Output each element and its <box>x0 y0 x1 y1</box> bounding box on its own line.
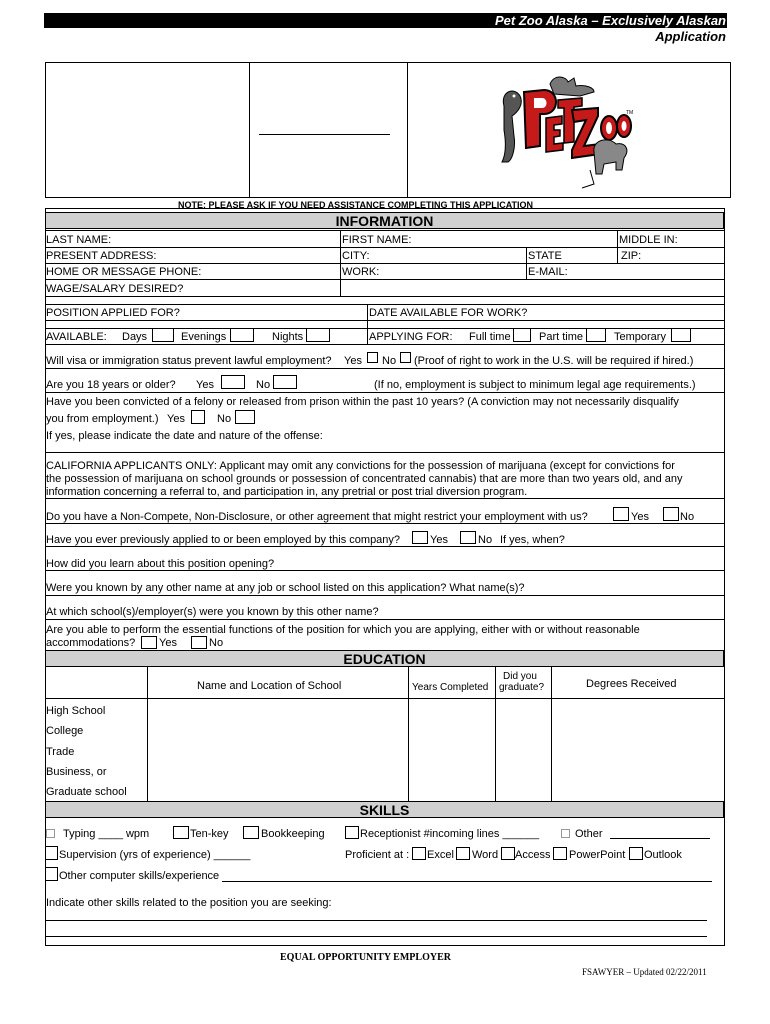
noncompete-no-label: No <box>680 511 695 523</box>
california-note-1: CALIFORNIA APPLICANTS ONLY: Applicant may omit any convictions for the possession of marijuana (except for convictions for <box>46 460 675 472</box>
noncompete-no-checkbox[interactable] <box>663 507 679 521</box>
edu-row-graduate[interactable]: Graduate school <box>46 786 127 798</box>
work-phone-label[interactable]: WORK: <box>342 266 380 278</box>
rule <box>45 698 724 699</box>
previous-employment-question: Have you ever previously applied to or been employed by this company? <box>46 534 401 546</box>
temporary-checkbox[interactable] <box>671 328 691 342</box>
felony-detail-label[interactable]: If yes, please indicate the date and nature of the offense: <box>46 430 323 442</box>
felony-question-2: you from employment.) <box>46 413 159 425</box>
divider <box>367 305 368 345</box>
rule <box>45 328 724 329</box>
prev-yes-label: Yes <box>430 534 448 546</box>
petzoo-logo <box>490 70 635 192</box>
wage-label[interactable]: WAGE/SALARY DESIRED? <box>46 283 184 295</box>
visa-no-checkbox[interactable] <box>400 352 411 363</box>
position-label[interactable]: POSITION APPLIED FOR? <box>46 307 180 319</box>
felony-yes-checkbox[interactable] <box>191 410 205 424</box>
ability-question-1: Are you able to perform the essential functions of the position for which you are applying, either with or without reasonable <box>46 624 640 636</box>
temporary-label: Temporary <box>614 331 666 343</box>
col-graduated-2: graduate? <box>499 682 545 693</box>
full-time-label: Full time <box>469 331 511 343</box>
receptionist-checkbox[interactable] <box>345 826 359 839</box>
learn-question[interactable]: How did you learn about this position opening? <box>46 558 275 570</box>
available-label: AVAILABLE: <box>46 331 107 343</box>
typing-checkbox[interactable] <box>46 829 55 838</box>
indicate-skills-label: Indicate other skills related to the position you are seeking: <box>46 897 332 909</box>
powerpoint-checkbox[interactable] <box>553 847 567 860</box>
noncompete-question: Do you have a Non-Compete, Non-Disclosure, or other agreement that might restrict your employment with us? <box>46 511 588 523</box>
ability-no-checkbox[interactable] <box>191 636 207 649</box>
rule <box>45 230 724 231</box>
present-address-label[interactable]: PRESENT ADDRESS: <box>46 250 157 262</box>
divider <box>495 667 496 801</box>
middle-in-label[interactable]: MIDDLE IN: <box>619 234 678 246</box>
rule <box>45 296 724 297</box>
rule <box>45 595 724 596</box>
bookkeeping-label: Bookkeeping <box>261 828 325 840</box>
rule <box>45 279 724 280</box>
edu-row-trade[interactable]: Trade <box>46 746 75 758</box>
access-checkbox[interactable] <box>501 847 515 860</box>
assistance-note: NOTE: PLEASE ASK IF YOU NEED ASSISTANCE COMPLETING THIS APPLICATION <box>178 200 534 210</box>
other-name-question[interactable]: Were you known by any other name at any job or school listed on this application? What name(s)? <box>46 582 525 594</box>
ability-no-label: No <box>209 637 224 649</box>
divider <box>408 667 409 801</box>
edu-row-college[interactable]: College <box>46 725 84 737</box>
outlook-label: Outlook <box>644 849 682 861</box>
nights-label: Nights <box>272 331 304 343</box>
rule <box>45 320 724 321</box>
age-note: (If no, employment is subject to minimum legal age requirements.) <box>374 379 696 391</box>
supervision-checkbox[interactable] <box>45 846 58 860</box>
noncompete-yes-label: Yes <box>631 511 649 523</box>
days-checkbox[interactable] <box>152 328 174 342</box>
visa-note: (Proof of right to work in the U.S. will be required if hired.) <box>414 355 694 367</box>
age-no-checkbox[interactable] <box>273 375 297 389</box>
date-available-label[interactable]: DATE AVAILABLE FOR WORK? <box>369 307 528 319</box>
information-heading: INFORMATION <box>45 212 724 229</box>
california-note-3: information concerning a referral to, and participation in, any pretrial or post trial diversion program. <box>46 486 528 498</box>
age-no-label: No <box>256 379 271 391</box>
divider <box>551 667 552 801</box>
word-checkbox[interactable] <box>456 847 470 860</box>
divider <box>617 231 618 263</box>
access-label: Access <box>515 849 551 861</box>
divider <box>340 231 341 296</box>
school-other-name-question[interactable]: At which school(s)/employer(s) were you known by this other name? <box>46 606 379 618</box>
eoe-notice: EQUAL OPPORTUNITY EMPLOYER <box>280 952 451 963</box>
evenings-label: Evenings <box>181 331 227 343</box>
days-label: Days <box>122 331 148 343</box>
rule <box>45 344 724 345</box>
prev-no-label: No <box>478 534 493 546</box>
tenkey-label: Ten-key <box>190 828 229 840</box>
bookkeeping-checkbox[interactable] <box>243 826 259 839</box>
powerpoint-label: PowerPoint <box>569 849 626 861</box>
rule <box>45 247 724 248</box>
education-heading: EDUCATION <box>45 650 724 667</box>
other-skill-label: Other <box>575 828 603 840</box>
california-note-2: the possession of marijuana on school grounds or possession of concentrated cannabis) that are more than two years old, and any <box>46 473 683 485</box>
visa-no-label: No <box>382 355 397 367</box>
tenkey-checkbox[interactable] <box>173 826 189 839</box>
visa-question: Will visa or immigration status prevent lawful employment? <box>46 355 332 367</box>
rule <box>45 452 724 453</box>
excel-label: Excel <box>427 849 454 861</box>
other-computer-label: Other computer skills/experience <box>59 870 220 882</box>
evenings-checkbox[interactable] <box>230 328 254 342</box>
home-phone-label[interactable]: HOME OR MESSAGE PHONE: <box>46 266 202 278</box>
part-time-checkbox[interactable] <box>586 328 606 342</box>
other-computer-line[interactable] <box>222 881 712 882</box>
skills-heading: SKILLS <box>45 801 724 818</box>
updated-note: FSAWYER – Updated 02/22/2011 <box>582 967 707 977</box>
page-subtitle: Application <box>655 29 726 44</box>
nights-checkbox[interactable] <box>306 328 330 342</box>
part-time-label: Part time <box>539 331 584 343</box>
divider <box>147 667 148 801</box>
col-school-name: Name and Location of School <box>197 680 342 692</box>
other-skill-checkbox[interactable] <box>561 829 570 838</box>
felony-question-1: Have you been convicted of a felony or released from prison within the past 10 years? (A conviction may not necessarily disqualify <box>46 396 679 408</box>
receptionist-label: Receptionist #incoming lines ______ <box>360 828 540 840</box>
age-yes-checkbox[interactable] <box>221 375 245 389</box>
signature-line[interactable] <box>259 134 390 135</box>
if-yes-when-label[interactable]: If yes, when? <box>500 534 565 546</box>
col-years-completed: Years Completed <box>412 682 489 693</box>
outlook-checkbox[interactable] <box>629 847 643 860</box>
felony-yes-label: Yes <box>167 413 185 425</box>
rule <box>45 392 724 393</box>
divider <box>526 247 527 280</box>
logo-tm: TM <box>626 110 634 116</box>
state-label[interactable]: STATE <box>528 250 562 262</box>
edu-row-business[interactable]: Business, or <box>46 766 107 778</box>
prev-yes-checkbox[interactable] <box>412 531 428 544</box>
applying-for-label: APPLYING FOR: <box>369 331 453 343</box>
other-skill-line[interactable] <box>610 838 710 839</box>
full-time-checkbox[interactable] <box>513 328 531 342</box>
other-computer-checkbox[interactable] <box>45 867 58 881</box>
supervision-label: Supervision (yrs of experience) ______ <box>59 849 251 861</box>
col-degrees: Degrees Received <box>586 678 677 690</box>
typing-label: Typing ____ wpm <box>63 828 150 840</box>
rule <box>45 263 724 264</box>
word-label: Word <box>472 849 499 861</box>
edu-row-high-school[interactable]: High School <box>46 705 106 717</box>
page-title: Pet Zoo Alaska – Exclusively Alaskan <box>495 13 726 28</box>
city-label[interactable]: CITY: <box>342 250 370 262</box>
visa-yes-checkbox[interactable] <box>367 352 378 363</box>
felony-no-label: No <box>217 413 232 425</box>
ability-yes-checkbox[interactable] <box>141 636 157 649</box>
skills-line-1[interactable] <box>45 920 707 921</box>
age-yes-label: Yes <box>196 379 214 391</box>
rule <box>45 619 724 620</box>
ability-yes-label: Yes <box>159 637 177 649</box>
felony-no-checkbox[interactable] <box>235 410 255 424</box>
col-graduated-1: Did you <box>503 671 537 682</box>
skills-line-2[interactable] <box>45 936 707 937</box>
signature-box <box>250 62 408 198</box>
rule <box>45 304 724 305</box>
visa-yes-label: Yes <box>344 355 362 367</box>
first-name-label[interactable]: FIRST NAME: <box>342 234 412 246</box>
last-name-label[interactable]: LAST NAME: <box>46 234 112 246</box>
email-label[interactable]: E-MAIL: <box>528 266 568 278</box>
ability-question-2: accommodations? <box>46 637 136 649</box>
proficient-label: Proficient at : <box>345 849 410 861</box>
noncompete-yes-checkbox[interactable] <box>613 507 629 521</box>
prev-no-checkbox[interactable] <box>460 531 476 544</box>
age-question: Are you 18 years or older? <box>46 379 176 391</box>
photo-box-left <box>45 62 250 198</box>
rule <box>45 368 724 369</box>
zip-label[interactable]: ZIP: <box>621 250 642 262</box>
excel-checkbox[interactable] <box>412 847 426 860</box>
